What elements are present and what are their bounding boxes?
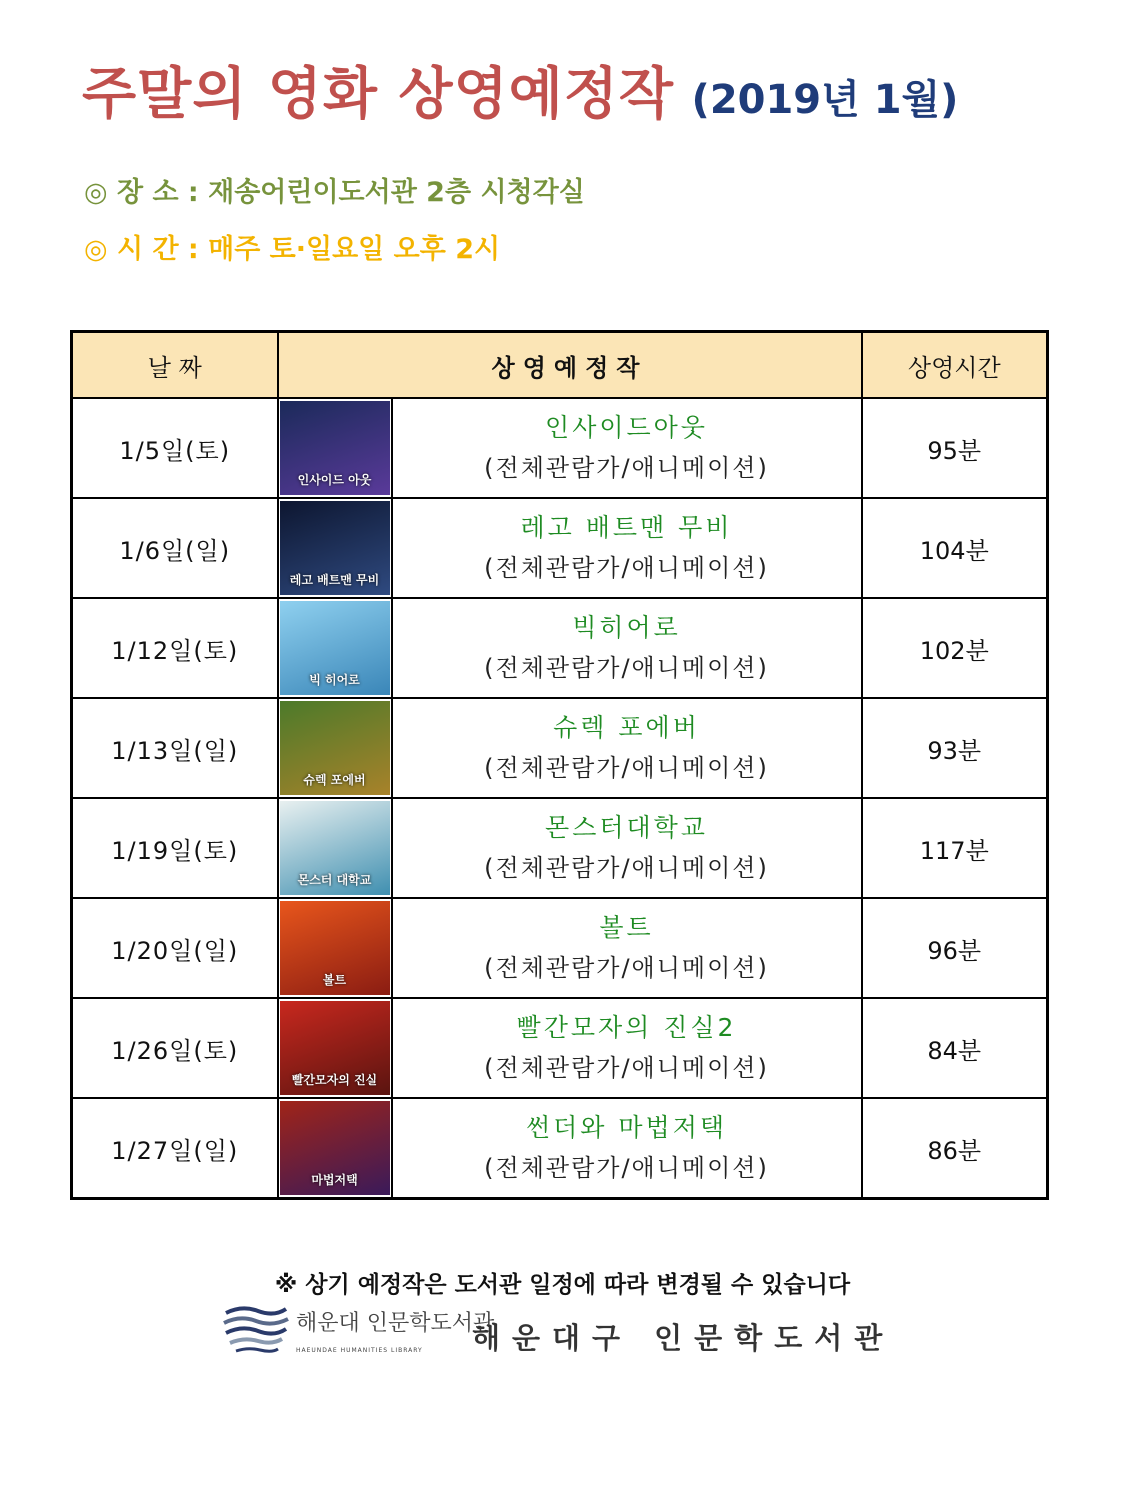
row-movie xyxy=(392,498,862,598)
row-movie xyxy=(392,598,862,698)
row-movie xyxy=(392,798,862,898)
movie-poster-image xyxy=(280,901,390,995)
header-date: 날 짜 xyxy=(72,332,278,399)
row-poster xyxy=(278,998,392,1098)
movie-title: 볼트 xyxy=(599,913,654,942)
movie-poster-image xyxy=(280,401,390,495)
row-poster xyxy=(278,898,392,998)
row-movie xyxy=(392,898,862,998)
movie-title: 몬스터대학교 xyxy=(545,813,708,842)
title-main: 주말의 영화 상영예정작 xyxy=(82,62,674,127)
poster-caption: 빨간모자의 진실 xyxy=(291,1073,378,1087)
library-name: 해운대구 인문학도서관 xyxy=(472,1321,895,1355)
row-date: 1/27일(일) xyxy=(72,1098,278,1199)
row-date: 1/5일(토) xyxy=(72,398,278,498)
movie-title: 썬더와 마법저택 xyxy=(526,1113,727,1142)
row-runtime: 95분 xyxy=(862,398,1048,498)
poster-caption: 인사이드 아웃 xyxy=(297,473,372,487)
logo-name: 해운대 인문학도서관 xyxy=(296,1311,495,1336)
movie-poster-image xyxy=(280,501,390,595)
row-date: 1/20일(일) xyxy=(72,898,278,998)
poster-caption: 볼트 xyxy=(322,973,347,987)
row-movie xyxy=(392,398,862,498)
movie-title: 빅히어로 xyxy=(572,613,681,642)
row-date: 1/13일(일) xyxy=(72,698,278,798)
movie-title: 인사이드아웃 xyxy=(545,413,708,442)
row-date: 1/19일(토) xyxy=(72,798,278,898)
movie-poster-image xyxy=(280,801,390,895)
row-runtime: 117분 xyxy=(862,798,1048,898)
table-row xyxy=(72,898,1048,998)
movie-rating: (전체관람가/애니메이션) xyxy=(484,754,769,782)
movie-title: 슈렉 포에버 xyxy=(553,713,700,742)
row-runtime: 102분 xyxy=(862,598,1048,698)
header-runtime: 상영시간 xyxy=(862,332,1048,399)
table-row xyxy=(72,398,1048,498)
wave-logo-icon xyxy=(222,1303,290,1359)
row-runtime: 84분 xyxy=(862,998,1048,1098)
row-poster xyxy=(278,1098,392,1199)
poster-caption: 슈렉 포에버 xyxy=(303,773,366,787)
row-date: 1/6일(일) xyxy=(72,498,278,598)
schedule-notice: ※ 상기 예정작은 도서관 일정에 따라 변경될 수 있습니다 xyxy=(274,1272,851,1298)
page-title xyxy=(82,50,958,130)
table-row xyxy=(72,498,1048,598)
row-movie xyxy=(392,698,862,798)
movie-poster-image xyxy=(280,701,390,795)
table-row xyxy=(72,798,1048,898)
info-place: ◎ 장 소 : 재송어린이도서관 2층 시청각실 xyxy=(84,177,585,208)
movie-rating: (전체관람가/애니메이션) xyxy=(484,954,769,982)
movie-rating: (전체관람가/애니메이션) xyxy=(484,554,769,582)
row-runtime: 93분 xyxy=(862,698,1048,798)
logo-english-name: HAEUNDAE HUMANITIES LIBRARY xyxy=(296,1347,423,1354)
row-movie xyxy=(392,998,862,1098)
movie-rating: (전체관람가/애니메이션) xyxy=(484,1054,769,1082)
row-runtime: 104분 xyxy=(862,498,1048,598)
movie-title: 빨간모자의 진실2 xyxy=(516,1013,737,1042)
schedule-table xyxy=(70,330,1049,1200)
row-poster xyxy=(278,698,392,798)
movie-rating: (전체관람가/애니메이션) xyxy=(484,854,769,882)
row-poster xyxy=(278,798,392,898)
row-date: 1/12일(토) xyxy=(72,598,278,698)
poster-caption: 몬스터 대학교 xyxy=(297,873,372,887)
table-row xyxy=(72,998,1048,1098)
poster-caption: 빅 히어로 xyxy=(309,673,360,687)
row-poster xyxy=(278,598,392,698)
poster-caption: 마법저택 xyxy=(311,1173,358,1187)
table-header-row xyxy=(72,332,1048,399)
table-row xyxy=(72,1098,1048,1199)
movie-rating: (전체관람가/애니메이션) xyxy=(484,454,769,482)
row-date: 1/26일(토) xyxy=(72,998,278,1098)
row-runtime: 86분 xyxy=(862,1098,1048,1199)
movie-rating: (전체관람가/애니메이션) xyxy=(484,654,769,682)
movie-title: 레고 배트맨 무비 xyxy=(520,513,733,542)
info-time: ◎ 시 간 : 매주 토·일요일 오후 2시 xyxy=(84,234,501,265)
table-row xyxy=(72,598,1048,698)
movie-poster-image xyxy=(280,601,390,695)
row-poster xyxy=(278,498,392,598)
row-runtime: 96분 xyxy=(862,898,1048,998)
movie-rating: (전체관람가/애니메이션) xyxy=(484,1154,769,1182)
poster-caption: 레고 배트맨 무비 xyxy=(289,573,380,587)
row-movie xyxy=(392,1098,862,1199)
header-movie: 상영예정작 xyxy=(278,332,862,399)
table-row xyxy=(72,698,1048,798)
title-period: (2019년 1월) xyxy=(691,77,959,123)
movie-poster-image xyxy=(280,1101,390,1195)
movie-poster-image xyxy=(280,1001,390,1095)
row-poster xyxy=(278,398,392,498)
